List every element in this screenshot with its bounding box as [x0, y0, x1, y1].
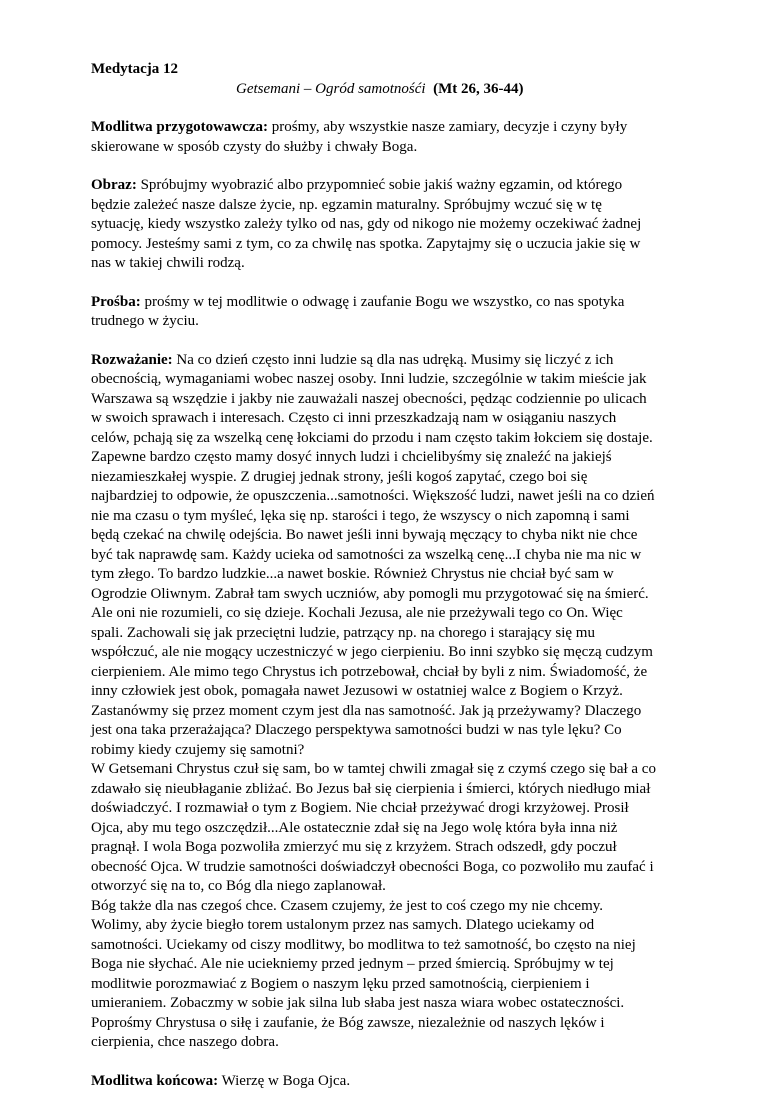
- section-line: będą czekać na chwilę odejścia. Bo nawet jeśli inni bywają męczący to chyba nikt nie chce: [91, 527, 638, 543]
- section-line: trudnego w życiu.: [91, 313, 199, 329]
- section-line: [91, 293, 691, 313]
- section-line: cierpieniem. Ale mimo tego Chrystus ich potrzebował, chciał by byli z nim. Świadomość, że: [91, 663, 648, 680]
- document-title: Medytacja 12: [91, 61, 179, 77]
- section-label: Rozważanie:: [91, 351, 173, 368]
- section-line: samotności. Uciekamy od ciszy modlitwy, bo modlitwa to też samotność, bo często na niej: [91, 936, 636, 953]
- section-line: najbardziej to odpowie, że opuszczenia...samotności. Większość ludzi, nawet jeśli na co dzień: [91, 488, 655, 504]
- section-line: otworzyć się na to, co Bóg dla niego zaplanował.: [91, 878, 386, 894]
- section-line: Ale oni nie rozumieli, co się dzieje. Kochali Jezusa, ale nie przeżywali tego co On. Więc: [91, 605, 623, 621]
- section-line: Zastanówmy się przez moment czym jest dla nas samotność. Jak ją przeżywamy? Dlaczego: [91, 702, 642, 719]
- section-line: spali. Zachowali się jak przeciętni ludzie, patrzący np. na chorego i starający się mu: [91, 624, 595, 641]
- section-line: obecnością, wymaganiami wobec naszej osoby. Inni ludzie, szczególnie w takim mieście jak: [91, 371, 647, 387]
- section-line: inny człowiek jest obok, pomagała nawet Jezusowi w ostatniej walce z Bogiem o Krzyż.: [91, 683, 623, 699]
- section-line: robimy kiedy czujemy się samotni?: [91, 741, 305, 758]
- section-4: [91, 351, 691, 1053]
- scripture-reference: (Mt 26, 36-44): [433, 80, 524, 97]
- section-label: Obraz:: [91, 177, 137, 193]
- section-line: Warszawa są wszędzie i jakby nie zauważali naszej obecności, pędząc codziennie po ulicach: [91, 390, 647, 407]
- section-text: Na co dzień często inni ludzie są dla nas udręką. Musimy się liczyć z ich: [172, 351, 614, 368]
- section-5: [91, 1072, 691, 1092]
- section-line: Ojca, aby mu tego oszczędził...Ale ostatecznie zdał się na Jego wolę która była inna niż: [91, 819, 618, 836]
- section-label: Modlitwa końcowa:: [91, 1072, 219, 1089]
- section-line: współczuć, ale nie mogący uczestniczyć w jego cierpieniu. Bo inni szybko się męczą cudzym: [91, 644, 653, 660]
- sections-container: [91, 118, 691, 1091]
- section-2: [91, 176, 691, 274]
- section-line: tym złego. To bardzo ludzkie...a nawet boskie. Również Chrystus nie chciał być sam w: [91, 566, 614, 582]
- section-line: pomocy. Jesteśmy sami z tym, co za chwilę nas spotka. Zapytajmy się o uczucia jakie się w: [91, 235, 641, 252]
- section-line: modlitwie porozmawiać z Bogiem o naszym lęku przed samotnością, cierpieniem i: [91, 975, 590, 992]
- section-line: skierowane w sposób czysty do służby i chwały Boga.: [91, 138, 418, 155]
- section-line: cierpienia, chce naszego dobra.: [91, 1034, 279, 1050]
- section-line: nas w takiej chwili rodzą.: [91, 255, 245, 271]
- section-label: Prośba:: [91, 293, 141, 310]
- section-text: prośmy w tej modlitwie o odwagę i zaufanie Bogu we wszystko, co nas spotyka: [140, 293, 625, 310]
- section-line: [91, 118, 691, 138]
- section-line: zdawało się nieubłaganie zbliżać. Bo Jezus bał się cierpienia i śmierci, których niedługo miał: [91, 780, 651, 797]
- section-line: będzie zależeć nasze dalsze życie, np. egzamin maturalny. Spróbujmy wczuć się w tę: [91, 196, 602, 213]
- section-label: Modlitwa przygotowawcza:: [91, 119, 269, 135]
- section-line: [91, 351, 691, 371]
- section-line: Wolimy, aby życie biegło torem ustalonym przez nas samych. Dlatego uciekamy od: [91, 917, 595, 933]
- section-line: nie ma czasu o tym myśleć, lęka się np. starości i tego, że wszyscy o nich zapomną i sami: [91, 507, 630, 524]
- section-line: doświadczyć. I rozmawiał o tym z Bogiem. Nie chciał przeżywać drogi krzyżowej. Prosił: [91, 800, 629, 816]
- section-line: być tak naprawdę sam. Każdy ucieka od samotności za wszelką cenę...I chyba nie ma nic w: [91, 546, 642, 563]
- section-line: sytuację, kiedy wszystko zależy tylko od nas, gdy od nikogo nie możemy oczekiwać żadnej: [91, 216, 642, 232]
- subtitle-italic: Getsemani – Ogród samotnośći: [236, 80, 426, 97]
- section-line: celów, pchają się za wszelką cenę łokciami do przodu i nam często takim łokciem się dostaje.: [91, 429, 653, 446]
- section-line: [91, 1072, 691, 1092]
- section-text: Wierzę w Boga Ojca.: [218, 1072, 351, 1089]
- document-subtitle: [91, 80, 691, 100]
- section-line: obecność Ojca. W trudzie samotności doświadczył obecności Boga, co pozwoliło mu zaufać i: [91, 858, 654, 875]
- section-line: Zapewne bardzo często mamy dosyć innych ludzi i chcielibyśmy się znaleźć na jakiejś: [91, 449, 612, 465]
- section-line: Boga nie słychać. Ale nie uciekniemy przed jednym – przed śmiercią. Spróbujmy w tej: [91, 956, 614, 972]
- section-line: Poprośmy Chrystusa o siłę i zaufanie, że Bóg zawsze, niezależnie od naszych lęków i: [91, 1014, 605, 1031]
- section-1: [91, 118, 691, 157]
- section-3: [91, 293, 691, 332]
- section-line: Bóg także dla nas czegoś chce. Czasem czujemy, że jest to coś czego my nie chcemy.: [91, 897, 604, 914]
- section-line: niezamieszkałej wyspie. Z drugiej jednak strony, jeśli kogoś zapytać, czego boi się: [91, 468, 588, 485]
- section-text: Spróbujmy wyobrazić albo przypomnieć sobie jakiś ważny egzamin, od którego: [136, 177, 623, 193]
- section-line: umieraniem. Zobaczmy w sobie jak silna lub słaba jest nasza wiara wobec ostateczności.: [91, 995, 625, 1011]
- section-line: pragnął. I wola Boga pozwoliła zmierzyć mu się z krzyżem. Strach odszedł, gdy poczuł: [91, 839, 617, 855]
- section-text: prośmy, aby wszystkie nasze zamiary, decyzje i czyny były: [268, 119, 628, 135]
- section-line: jest ona taka przerażająca? Dlaczego perspektywa samotności budzi w nas tyle lęku? Co: [91, 722, 622, 738]
- document-page: [91, 60, 691, 1110]
- section-line: W Getsemani Chrystus czuł się sam, bo w tamtej chwili zmagał się z czymś czego się bał a co: [91, 761, 656, 777]
- section-line: Ogrodzie Oliwnym. Zabrał tam swych uczniów, aby pomogli mu przygotować się na śmierć.: [91, 585, 649, 602]
- section-line: [91, 176, 691, 196]
- section-line: w swoich sprawach i interesach. Często ci inni przeszkadzają nam w osiąganiu naszych: [91, 410, 617, 426]
